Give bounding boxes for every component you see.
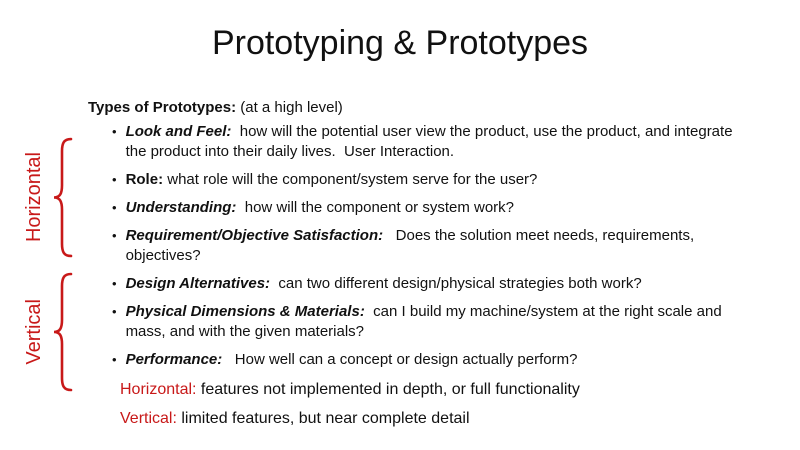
bullet-lead: Performance:: [125, 351, 223, 368]
bullet-list: [112, 122, 744, 378]
bullet-item-understanding: [112, 198, 744, 218]
footer-lead: Vertical:: [120, 410, 177, 427]
bullet-lead: Understanding:: [125, 199, 237, 216]
horizontal-brace-group: [24, 137, 78, 258]
bullet-text-wrap: [126, 350, 578, 370]
bullet-icon: •: [112, 276, 117, 291]
bullet-icon: •: [112, 304, 117, 319]
bullet-body: Does the solution meet needs, requirements, objectives?: [125, 227, 699, 264]
bullet-item-performance: [112, 350, 744, 370]
subtitle: [88, 99, 343, 116]
bullet-icon: •: [112, 200, 117, 215]
footer: [120, 381, 580, 439]
bullet-item-role: [112, 170, 744, 190]
bullet-text-wrap: [126, 198, 514, 218]
slide-title: Prototyping & Prototypes: [211, 24, 589, 62]
vertical-brace-group: [24, 272, 78, 392]
vertical-brace-icon: [51, 272, 73, 392]
bullet-lead: Role:: [125, 171, 164, 188]
bullet-text-wrap: [126, 226, 744, 266]
bullet-item-physical-dimensions: [112, 302, 744, 342]
bullet-lead: Requirement/Objective Satisfaction:: [125, 227, 384, 244]
bullet-body: can I build my machine/system at the right scale and mass, and with the given materials?: [125, 303, 726, 340]
subtitle-lead: Types of Prototypes:: [88, 99, 237, 116]
bullet-icon: •: [112, 228, 117, 243]
bullet-body: how will the component or system work?: [236, 199, 515, 216]
subtitle-rest: (at a high level): [236, 99, 343, 116]
bullet-item-requirement-satisfaction: [112, 226, 744, 266]
footer-line-horizontal: [120, 381, 580, 399]
bullet-icon: •: [112, 172, 117, 187]
vertical-group-label: Vertical: [23, 299, 45, 365]
bullet-text-wrap: [126, 274, 642, 294]
bullet-body: what role will the component/system serve for the user?: [163, 171, 538, 188]
footer-text: limited features, but near complete detail: [176, 410, 470, 427]
bullet-body: how will the potential user view the product, use the product, and integrate the product into their daily lives. User Interaction.: [125, 123, 737, 160]
bullet-body: can two different design/physical strategies both work?: [270, 275, 642, 292]
horizontal-group-label: Horizontal: [23, 152, 45, 243]
bullet-text-wrap: [126, 170, 538, 190]
footer-line-vertical: [120, 410, 580, 428]
bullet-text-wrap: [126, 302, 744, 342]
bullet-item-design-alternatives: [112, 274, 744, 294]
bullet-lead: Physical Dimensions & Materials:: [125, 303, 365, 320]
bullet-lead: Design Alternatives:: [125, 275, 271, 292]
bullet-icon: •: [112, 124, 117, 139]
footer-lead: Horizontal:: [120, 381, 197, 398]
horizontal-brace-icon: [51, 137, 73, 258]
bullet-text-wrap: [126, 122, 744, 162]
bullet-icon: •: [112, 352, 117, 367]
footer-text: features not implemented in depth, or full functionality: [196, 381, 580, 398]
bullet-lead: Look and Feel:: [125, 123, 232, 140]
bullet-item-look-and-feel: [112, 122, 744, 162]
bullet-body: How well can a concept or design actually perform?: [222, 351, 578, 368]
